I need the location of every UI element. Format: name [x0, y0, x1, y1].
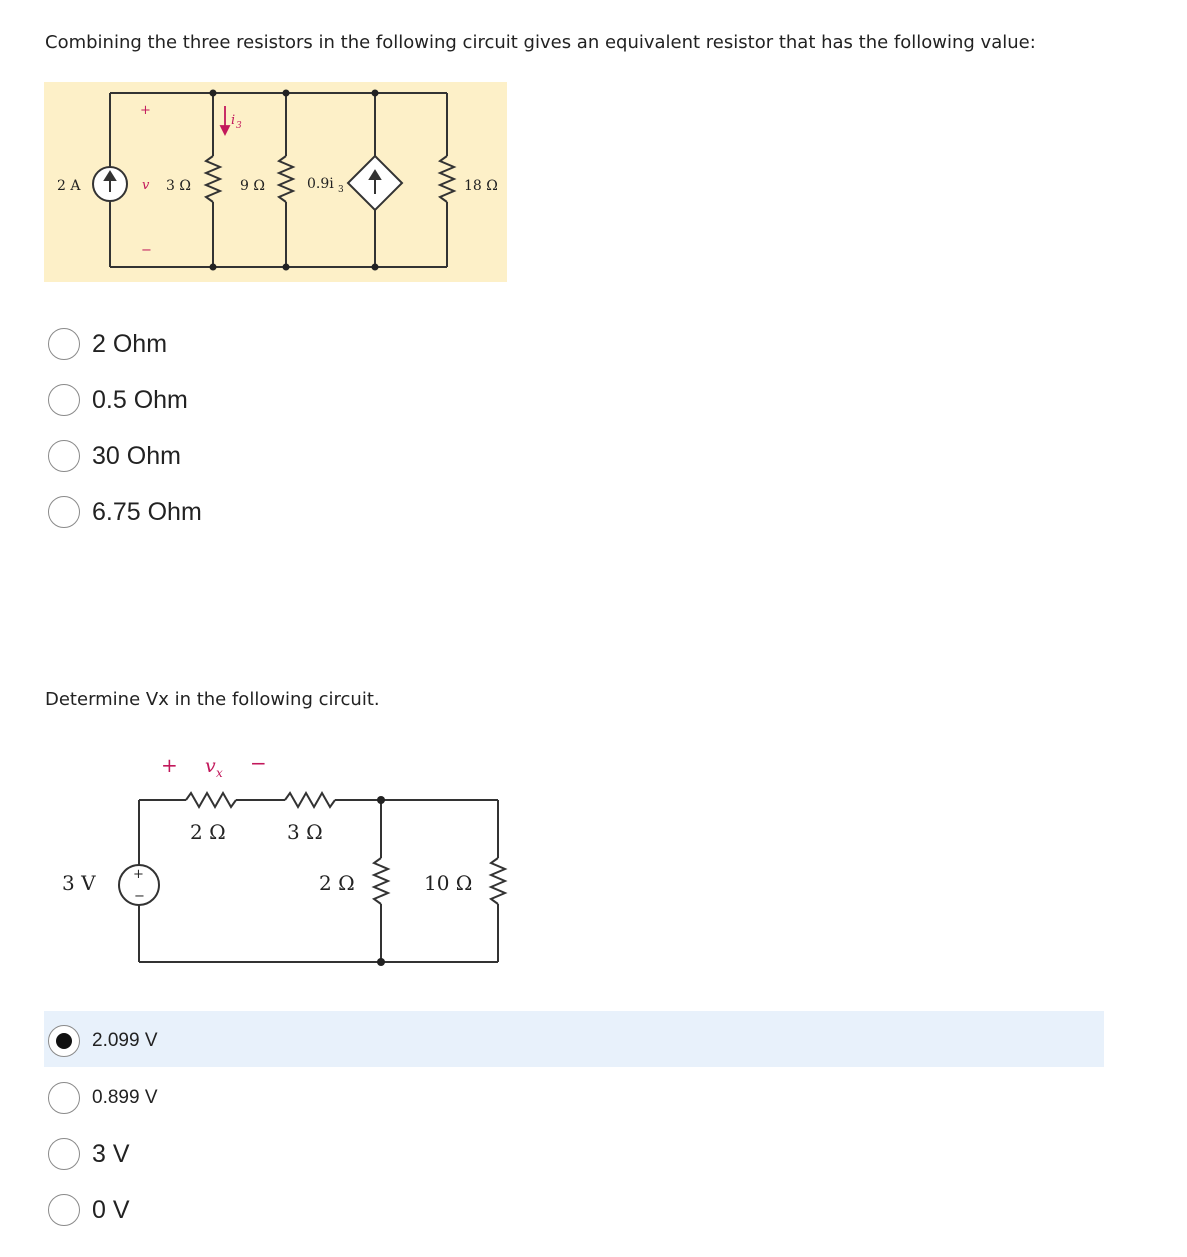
circuit-2-svg: [40, 740, 520, 980]
radio-button[interactable]: [48, 440, 80, 472]
source-3v-label: 3 V: [62, 871, 96, 895]
resistor-2-ohm-middle-label: 2 Ω: [319, 871, 355, 895]
current-i3-subscript: 3: [236, 121, 242, 131]
circuit-diagram-1: [44, 82, 507, 282]
source-minus-sign: −: [134, 889, 145, 904]
option-label: 30 Ohm: [92, 441, 181, 470]
dependent-source-label: 0.9i: [307, 176, 334, 192]
option-0-899-v[interactable]: [48, 1072, 158, 1124]
v-plus-label: +: [140, 103, 151, 118]
option-2-ohm[interactable]: [48, 318, 167, 370]
radio-button[interactable]: [48, 1138, 80, 1170]
option-2-099-v[interactable]: [48, 1015, 158, 1067]
radio-button[interactable]: [48, 496, 80, 528]
option-30-ohm[interactable]: [48, 430, 181, 482]
v-label: v: [142, 178, 150, 193]
source-plus-sign: +: [133, 867, 144, 882]
dependent-source-subscript: 3: [338, 185, 344, 195]
radio-button[interactable]: [48, 1082, 80, 1114]
resistor-3-ohm-label: 3 Ω: [166, 178, 191, 194]
radio-button[interactable]: [48, 384, 80, 416]
resistor-9-ohm-label: 9 Ω: [240, 178, 265, 194]
option-0-5-ohm[interactable]: [48, 374, 188, 426]
source-2a-label: 2 A: [57, 178, 81, 194]
radio-button[interactable]: [48, 328, 80, 360]
option-label: 0.899 V: [92, 1087, 158, 1108]
resistor-3-ohm-label: 3 Ω: [287, 820, 323, 844]
v-minus-label: −: [141, 243, 152, 258]
resistor-18-ohm-label: 18 Ω: [464, 178, 498, 194]
question-2-prompt: Determine Vx in the following circuit.: [45, 689, 380, 710]
option-label: 2.099 V: [92, 1030, 158, 1051]
vx-minus-label: −: [250, 751, 267, 775]
option-0-v[interactable]: [48, 1184, 130, 1236]
vx-subscript: x: [216, 766, 223, 780]
vx-plus-label: +: [161, 753, 178, 777]
option-label: 0 V: [92, 1195, 130, 1224]
circuit-diagram-2: [40, 740, 520, 980]
resistor-10-ohm-label: 10 Ω: [424, 871, 473, 895]
circuit-1-svg: [44, 82, 507, 282]
question-1-prompt: Combining the three resistors in the following circuit gives an equivalent resistor that has the following value:: [45, 32, 1036, 53]
resistor-2-ohm-top-label: 2 Ω: [190, 820, 226, 844]
option-label: 0.5 Ohm: [92, 385, 188, 414]
option-3-v[interactable]: [48, 1128, 130, 1180]
radio-button[interactable]: [48, 1194, 80, 1226]
option-label: 2 Ohm: [92, 329, 168, 358]
radio-dot: [56, 1033, 72, 1049]
option-6-75-ohm[interactable]: [48, 486, 202, 538]
radio-button-selected[interactable]: [48, 1025, 80, 1057]
option-label: 6.75 Ohm: [92, 497, 202, 526]
vx-label: v: [205, 755, 216, 777]
current-i3-label: i: [231, 113, 236, 128]
option-label: 3 V: [92, 1139, 130, 1168]
selected-option-highlight: [44, 1011, 1104, 1067]
